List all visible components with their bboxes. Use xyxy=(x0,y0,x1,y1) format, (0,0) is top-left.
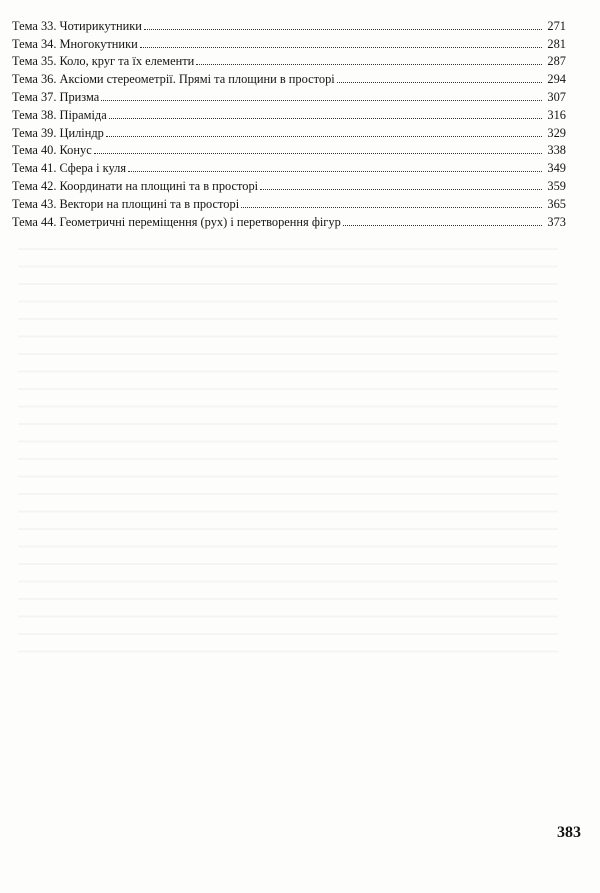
toc-item xyxy=(12,140,566,158)
toc-item-title: Тема 40. Конус xyxy=(12,143,92,158)
toc-item xyxy=(12,193,566,211)
toc-item xyxy=(12,68,566,86)
toc-leader-dots xyxy=(337,82,542,83)
toc-item xyxy=(12,157,566,175)
toc-item-page: 281 xyxy=(547,36,566,51)
toc-item-page: 271 xyxy=(547,18,566,33)
toc-item-page: 338 xyxy=(547,143,566,158)
toc-item-title: Тема 34. Многокутники xyxy=(12,36,138,51)
toc-item-title: Тема 43. Вектори на площині та в просторі xyxy=(12,196,240,211)
toc-item xyxy=(12,122,566,140)
toc-item-page: 316 xyxy=(547,107,566,122)
toc-item-title: Тема 39. Циліндр xyxy=(12,125,104,140)
toc-leader-dots xyxy=(128,171,542,172)
toc-item-title: Тема 38. Піраміда xyxy=(12,107,107,122)
toc-leader-dots xyxy=(140,47,542,48)
toc-leader-dots xyxy=(106,136,542,137)
bleed-through-shadow xyxy=(18,248,558,668)
toc-item xyxy=(12,211,566,229)
toc-item-title: Тема 37. Призма xyxy=(12,89,100,104)
toc-leader-dots xyxy=(241,207,542,208)
toc-leader-dots xyxy=(101,100,542,101)
toc-item-page: 365 xyxy=(547,196,566,211)
toc-item-title: Тема 35. Коло, круг та їх елементи xyxy=(12,54,195,69)
toc-item-title: Тема 44. Геометричні переміщення (рух) і перетворення фігур xyxy=(12,214,341,229)
toc-leader-dots xyxy=(109,118,542,119)
toc-leader-dots xyxy=(260,189,542,190)
table-of-contents xyxy=(12,15,566,229)
toc-item-page: 294 xyxy=(547,72,566,87)
page-number: 383 xyxy=(557,824,581,841)
toc-item-page: 349 xyxy=(547,161,566,176)
toc-item xyxy=(12,51,566,69)
toc-item-page: 373 xyxy=(547,214,566,229)
toc-item-page: 329 xyxy=(547,125,566,140)
toc-item xyxy=(12,15,566,33)
toc-leader-dots xyxy=(144,29,542,30)
toc-item-title: Тема 33. Чотирикутники xyxy=(12,18,142,33)
toc-leader-dots xyxy=(343,225,542,226)
toc-item-title: Тема 41. Сфера і куля xyxy=(12,161,127,176)
toc-item xyxy=(12,104,566,122)
toc-item xyxy=(12,33,566,51)
toc-leader-dots xyxy=(196,64,542,65)
toc-item-title: Тема 36. Аксіоми стереометрії. Прямі та площини в просторі xyxy=(12,72,335,87)
toc-item-page: 307 xyxy=(547,89,566,104)
toc-item xyxy=(12,175,566,193)
toc-leader-dots xyxy=(94,153,542,154)
toc-item-page: 287 xyxy=(547,54,566,69)
toc-item xyxy=(12,86,566,104)
toc-item-title: Тема 42. Координати на площині та в просторі xyxy=(12,178,259,193)
toc-item-page: 359 xyxy=(547,178,566,193)
